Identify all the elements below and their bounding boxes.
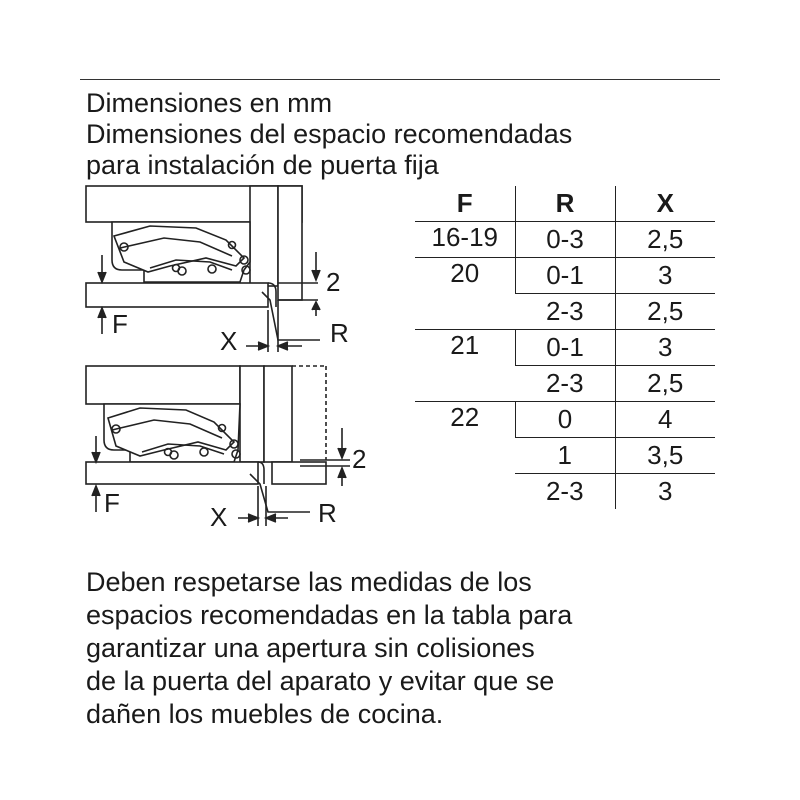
table-row [415,222,715,258]
f-label-top: F [112,309,128,339]
footer-line-1: Deben respetarse las medidas de los [86,567,532,597]
r-label-bottom: R [318,498,337,528]
f-value: 22 [415,402,515,510]
gap-label-top: 2 [326,267,341,297]
x-value: 2,5 [615,222,715,258]
footer-line-2: espacios recomendadas en la tabla para [86,600,573,630]
header-f: F [456,188,473,218]
x-value: 2,5 [615,366,715,402]
header-x: X [615,186,715,222]
x-value: 3,5 [615,438,715,474]
f-value: 16-19 [415,222,515,258]
r-label-top: R [330,318,349,348]
f-value: 20 [415,258,515,330]
f-label-bottom: F [104,488,120,518]
r-value: 2-3 [515,366,615,402]
footer-line-4: de la puerta del aparato y evitar que se [86,666,555,696]
header-r: R [515,186,615,222]
footer-line-5: dañen los muebles de cocina. [86,699,444,729]
r-value: 0-1 [515,330,615,366]
r-value: 2-3 [515,294,615,330]
footer-line-3: garantizar una apertura sin colisiones [86,633,535,663]
header-line-1: Dimensiones en mm [86,88,333,118]
r-value: 0 [515,402,615,438]
header-line-3: para instalación de puerta fija [86,150,439,180]
r-value: 0-3 [515,222,615,258]
r-value: 1 [515,438,615,474]
x-value: 3 [615,330,715,366]
r-value: 0-1 [515,258,615,294]
x-value: 3 [615,258,715,294]
footer-text [86,566,572,731]
x-value: 3 [615,474,715,510]
x-label-top: X [220,326,238,356]
dimensions-table [415,186,715,509]
f-value: 21 [415,330,515,402]
header-line-2: Dimensiones del espacio recomendadas [86,119,573,149]
x-value: 4 [615,402,715,438]
x-value: 2,5 [615,294,715,330]
x-label-bottom: X [210,502,228,532]
table-row [415,258,715,294]
gap-label-bottom: 2 [352,444,367,474]
table-row [415,402,715,438]
r-value: 2-3 [515,474,615,510]
table-row [415,330,715,366]
